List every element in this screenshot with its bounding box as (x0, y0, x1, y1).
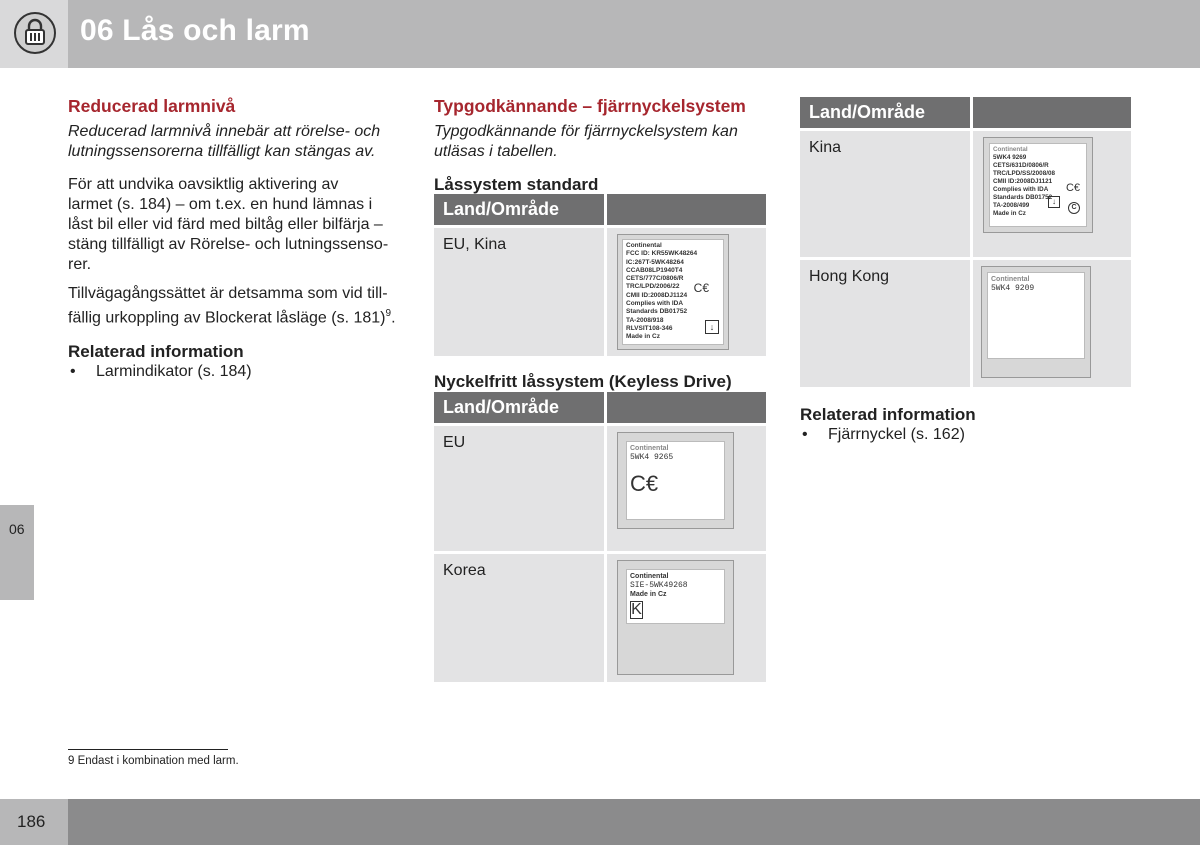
page-number-tab (0, 799, 68, 845)
label-line: 5WK4 9209 (991, 284, 1035, 293)
label-image-cell (972, 130, 1132, 259)
table-header-region: Land/Område (434, 194, 606, 227)
table-keyless (434, 392, 766, 682)
table-header-label (606, 194, 767, 227)
subheading-keyless: Nyckelfritt låssystem (Keyless Drive) (434, 372, 732, 391)
table-row (434, 227, 766, 356)
link-blockerat-laslage[interactable]: fällig urkoppling av Blockerat låsläge (s. 181) (68, 309, 386, 327)
compliance-mark-icon: ↓ (1048, 196, 1060, 208)
label-line: CETS/777C/0806/R (626, 275, 684, 283)
label-line: CMII ID:2008DJ1124 (626, 291, 688, 299)
table-header-label (972, 97, 1132, 130)
section-heading: Reducerad larmnivå (68, 96, 236, 116)
region-cell: EU (434, 425, 606, 553)
text-line: Tillvägagångssättet är detsamma som vid till- (68, 285, 388, 302)
approval-label-image (617, 560, 734, 675)
table-header-label (606, 392, 767, 425)
column-3-related (800, 405, 1131, 445)
label-line: 5WK4 9265 (630, 453, 674, 462)
page-header (0, 0, 1200, 68)
text-line: För att undvika oavsiktlig aktivering av (68, 176, 339, 193)
page-title: 06 Lås och larm (80, 14, 310, 47)
label-line: RLVSIT108-346 (626, 324, 673, 332)
chapter-number: 06 (9, 521, 25, 537)
related-heading: Relaterad information (800, 405, 976, 424)
label-image-cell (606, 227, 767, 356)
label-line: 5WK4 9269 (993, 154, 1027, 161)
table-region-labels (800, 97, 1131, 387)
label-line: TA-2008/499 (993, 202, 1030, 209)
table-row (800, 259, 1131, 387)
subheading-standard: Låssystem standard (434, 175, 599, 194)
compliance-mark-icon: ↓ (705, 320, 719, 334)
approval-label-image (981, 266, 1091, 378)
table-standard (434, 194, 766, 356)
section-heading: Typgodkännande – fjärrnyckelsystem (434, 96, 746, 116)
chapter-side-tab (0, 505, 34, 600)
label-line: Standards DB01752 (993, 194, 1053, 201)
label-line: CETS/631D/0806/R (993, 162, 1049, 169)
footnote-ref[interactable]: 9 (385, 308, 392, 319)
ce-mark-icon: C€ (630, 471, 659, 496)
label-line: Made in Cz (626, 333, 660, 341)
label-line: Continental (630, 573, 669, 580)
circle-mark-icon: C (1068, 202, 1080, 214)
region-cell: EU, Kina (434, 227, 606, 356)
label-line: Continental (626, 242, 662, 249)
label-line: CCAB08LP1940T4 (626, 266, 683, 274)
table-row (434, 553, 766, 682)
label-line: FCC ID: KR55WK48264 (626, 250, 698, 258)
label-line: TRC/LPD/SS/2008/08 (993, 170, 1055, 177)
related-link-fjarrnyckel[interactable]: • Fjärrnyckel (s. 162) (800, 425, 1131, 445)
label-image-cell (606, 553, 767, 682)
text-line: rer. (68, 256, 92, 273)
approval-label-image (617, 432, 734, 529)
paragraph-2 (68, 284, 403, 328)
paragraph-1 (68, 175, 403, 275)
label-line: Continental (991, 276, 1030, 283)
label-line: Standards DB01752 (626, 308, 688, 316)
padlock-icon (14, 12, 56, 54)
region-cell: Kina (800, 130, 972, 259)
column-2 (434, 96, 766, 195)
label-line: Made in Cz (993, 210, 1026, 217)
label-image-cell (606, 425, 767, 553)
label-image-cell (972, 259, 1132, 387)
text-line: låst bil eller vid färd med biltåg eller bilfärja – (68, 216, 383, 233)
intro-text: Reducerad larmnivå innebär att rörelse- och lutningssensorerna tillfälligt kan stängas av. (68, 123, 381, 160)
table-row (800, 130, 1131, 259)
label-line: TA-2008/918 (626, 316, 664, 324)
column-1 (68, 96, 403, 382)
label-line: IC:267T-5WK48264 (626, 258, 684, 266)
footnote-divider (68, 749, 228, 750)
page-footer (0, 799, 1200, 845)
table-row (434, 425, 766, 553)
table-header-region: Land/Område (800, 97, 972, 130)
header-icon-tab (0, 0, 68, 68)
related-heading: Relaterad information (68, 342, 244, 362)
text-line: stäng tillfälligt av Rörelse- och lutningssenso- (68, 236, 389, 253)
region-cell: Hong Kong (800, 259, 972, 387)
label-line: SIE-5WK49268 (630, 581, 688, 590)
footnote: 9 Endast i kombination med larm. (68, 755, 239, 767)
table-header-region: Land/Område (434, 392, 606, 425)
approval-label-image (617, 234, 729, 350)
label-line: Continental (993, 146, 1028, 153)
approval-label-image (983, 137, 1093, 233)
kc-mark-icon: K (631, 601, 642, 618)
label-line: CMII ID:2008DJ1121 (993, 178, 1053, 185)
label-line: Complies with IDA (993, 186, 1049, 193)
region-cell: Korea (434, 553, 606, 682)
intro-text: Typgodkännande för fjärrnyckelsystem kan utläsas i tabellen. (434, 123, 738, 160)
text-line (68, 304, 403, 328)
page-number: 186 (17, 812, 46, 831)
ce-mark-icon: C€ (1065, 182, 1080, 194)
label-line: Complies with IDA (626, 300, 684, 308)
ce-mark-icon: C€ (693, 281, 709, 295)
related-link-larmindikator[interactable]: • Larmindikator (s. 184) (68, 362, 403, 382)
text-line: larmet (s. 184) – om t.ex. en hund lämnas i (68, 196, 373, 213)
label-line: Made in Cz (630, 591, 667, 598)
label-line: TRC/LPD/2006/22 (626, 283, 680, 291)
label-line: Continental (630, 445, 669, 452)
period: . (391, 309, 396, 327)
